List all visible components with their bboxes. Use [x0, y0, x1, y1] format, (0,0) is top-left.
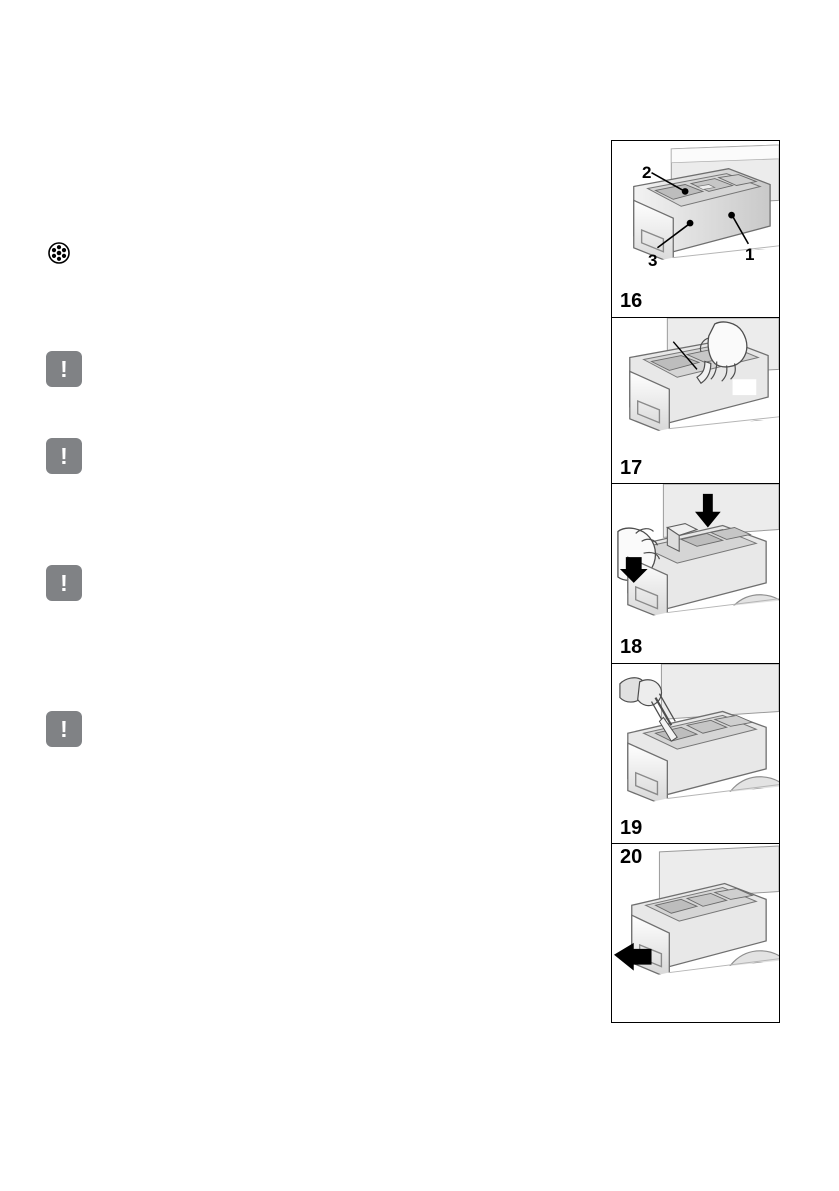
figure-16: [611, 140, 780, 318]
drawer-push-in-illustration: [612, 844, 779, 1022]
callout-3: 3: [648, 251, 658, 270]
figure-number-16: 16: [620, 290, 643, 312]
figure-19: [611, 663, 780, 845]
callout-1: 1: [745, 245, 755, 264]
note-icon-3: [46, 565, 82, 601]
note-icon-1: [46, 351, 82, 387]
figure-number-19: 19: [620, 816, 643, 839]
figure-column: [611, 140, 780, 1022]
callout-2: 2: [642, 163, 652, 182]
figure-number-20: 20: [620, 846, 643, 868]
figure-number-17: 17: [620, 456, 643, 479]
figure-17: [611, 317, 780, 485]
note-label: !: [60, 716, 68, 742]
figure-18: [611, 483, 780, 664]
figure-number-18: 18: [620, 636, 643, 658]
note-label: !: [60, 356, 68, 382]
note-icon-4: [46, 711, 82, 747]
note-label: !: [60, 443, 68, 469]
note-label: !: [60, 570, 68, 596]
figure-20: [611, 843, 780, 1023]
note-icon-2: [46, 438, 82, 474]
flower-icon: [46, 240, 72, 266]
